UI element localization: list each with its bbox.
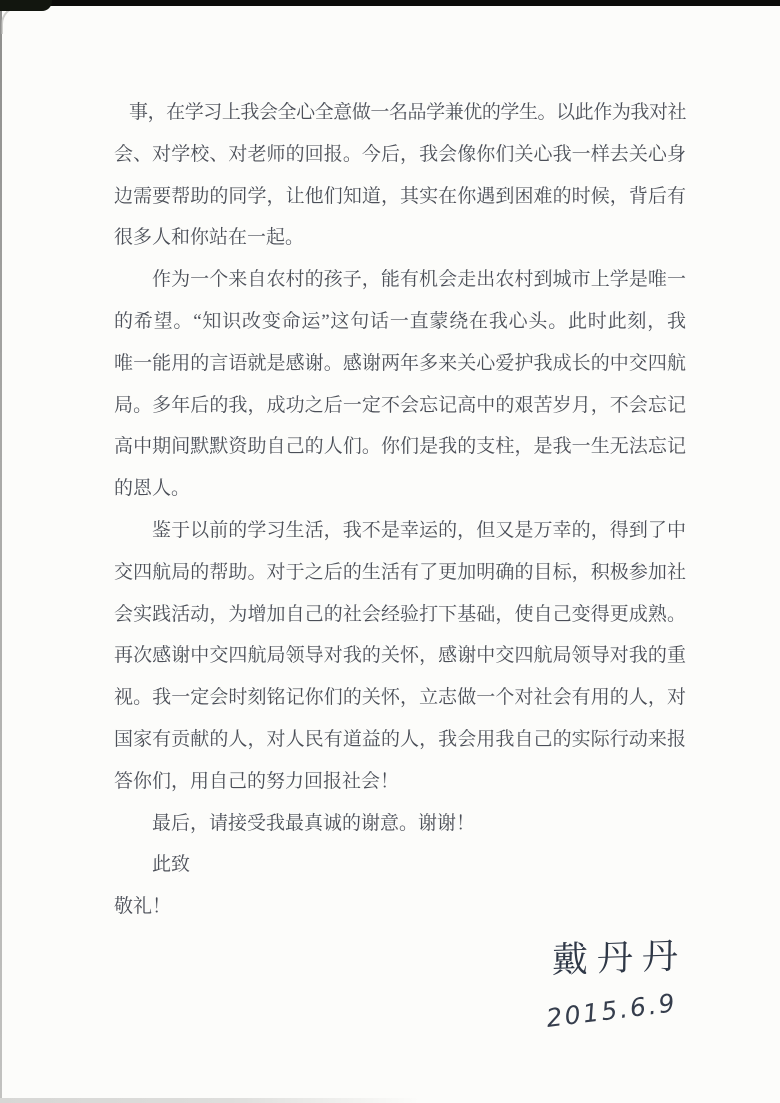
- letter-body: [114, 92, 686, 928]
- letter-line: 局。多年后的我，成功之后一定不会忘记高中的艰苦岁月，不会忘记: [114, 394, 686, 416]
- letter-line: 唯一能用的言语就是感谢。感谢两年多来关心爱护我成长的中交四航: [114, 352, 686, 374]
- letter-line: 最后，请接受我最真诚的谢意。谢谢！: [152, 812, 476, 834]
- letter-line: 答你们，用自己的努力回报社会！: [114, 770, 400, 792]
- letter-line: 敬礼！: [114, 896, 172, 918]
- scan-bottom-edge: [0, 1098, 420, 1103]
- letter-line: 事，在学习上我会全心全意做一名品学兼优的学生。以此作为我对社: [129, 102, 686, 123]
- letter-line: 很多人和你站在一起。: [114, 227, 305, 249]
- letter-line: 国家有贡献的人，对人民有道益的人，我会用我自己的实际行动来报: [114, 728, 686, 750]
- letter-line: 边需要帮助的同学，让他们知道，其实在你遇到困难的时候，背后有: [114, 185, 686, 207]
- letter-line: 会实践活动，为增加自己的社会经验打下基础，使自己变得更成熟。: [114, 603, 686, 625]
- letter-line: 会、对学校、对老师的回报。今后，我会像你们关心我一样去关心身: [114, 143, 686, 165]
- handwritten-date: 2015.6.9: [544, 988, 679, 1033]
- letter-line: 作为一个来自农村的孩子，能有机会走出农村到城市上学是唯一: [152, 269, 686, 291]
- letter-line: 交四航局的帮助。对于之后的生活有了更加明确的目标，积极参加社: [114, 561, 686, 583]
- letter-line: 高中期间默默资助自己的人们。你们是我的支柱，是我一生无法忘记: [114, 436, 686, 458]
- letter-line: 的恩人。: [114, 478, 191, 500]
- handwritten-signature: 戴丹丹: [551, 935, 688, 982]
- scan-top-left-edge: [0, 0, 52, 11]
- letter-line: 的希望。“知识改变命运”这句话一直蒙绕在我心头。此时此刻，我: [114, 310, 686, 332]
- letter-line: 再次感谢中交四航局领导对我的关怀，感谢中交四航局领导对我的重: [114, 645, 686, 667]
- letter-line: 此致: [152, 854, 191, 876]
- scan-left-edge: [0, 4, 2, 1103]
- letter-line: 鉴于以前的学习生活，我不是幸运的，但又是万幸的，得到了中: [152, 519, 686, 541]
- letter-line: 视。我一定会时刻铭记你们的关怀，立志做一个对社会有用的人，对: [114, 687, 686, 709]
- scan-top-edge: [0, 0, 780, 6]
